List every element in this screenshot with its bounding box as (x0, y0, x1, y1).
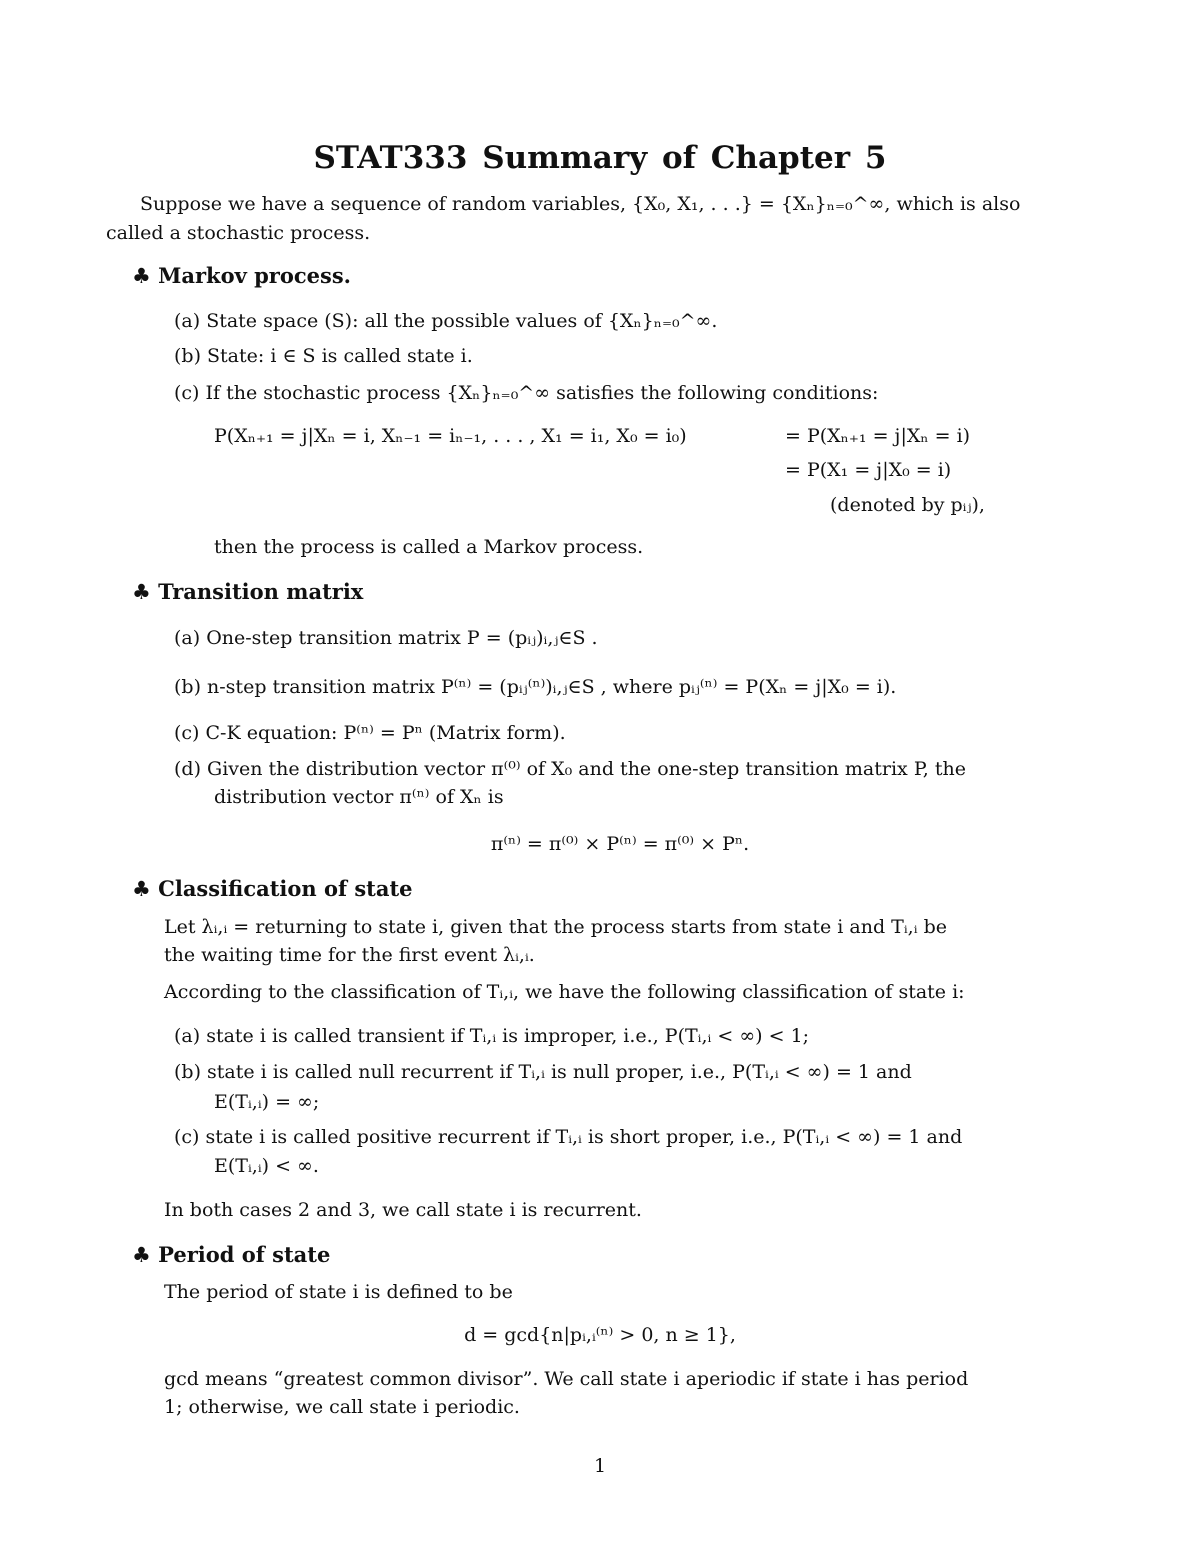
section-heading-period: ♣ Period of state (132, 1242, 331, 1267)
classification-para-3: In both cases 2 and 3, we call state i is recurrent. (164, 1199, 642, 1221)
markov-conclusion: then the process is called a Markov process. (214, 536, 644, 558)
transition-item-d-line-2: distribution vector π⁽ⁿ⁾ of Xₙ is (214, 786, 504, 808)
transition-item-c: (c) C-K equation: P⁽ⁿ⁾ = Pⁿ (Matrix form). (174, 722, 566, 744)
period-equation: d = gcd{n|pᵢ,ᵢ⁽ⁿ⁾ > 0, n ≥ 1}, (464, 1324, 736, 1346)
markov-equation-note: (denoted by pᵢⱼ), (830, 494, 985, 516)
intro-line-1: Suppose we have a sequence of random variables, {X₀, X₁, . . .} = {Xₙ}ₙ₌₀^∞, which is also (140, 193, 1021, 215)
classification-item-b-line-2: E(Tᵢ,ᵢ) = ∞; (214, 1091, 320, 1113)
markov-equation-lhs: P(Xₙ₊₁ = j|Xₙ = i, Xₙ₋₁ = iₙ₋₁, . . . , X₁ = i₁, X₀ = i₀) (214, 425, 687, 447)
period-para-2-line-1: gcd means “greatest common divisor”. We call state i aperiodic if state i has period (164, 1368, 969, 1390)
classification-item-b-line-1: (b) state i is called null recurrent if Tᵢ,ᵢ is null proper, i.e., P(Tᵢ,ᵢ < ∞) = 1 and (174, 1061, 912, 1083)
period-para-1: The period of state i is defined to be (164, 1281, 513, 1303)
intro-line-2: called a stochastic process. (106, 222, 371, 244)
period-para-2-line-2: 1; otherwise, we call state i periodic. (164, 1396, 520, 1418)
section-heading-transition-matrix: ♣ Transition matrix (132, 579, 364, 604)
transition-item-a: (a) One-step transition matrix P = (pᵢⱼ)ᵢ,ⱼ∈S . (174, 627, 598, 649)
markov-item-b: (b) State: i ∈ S is called state i. (174, 345, 473, 367)
markov-item-c: (c) If the stochastic process {Xₙ}ₙ₌₀^∞ satisfies the following conditions: (174, 382, 879, 404)
classification-item-c-line-1: (c) state i is called positive recurrent if Tᵢ,ᵢ is short proper, i.e., P(Tᵢ,ᵢ < ∞) = 1 and (174, 1126, 963, 1148)
page-number: 1 (593, 1455, 607, 1477)
markov-equation-rhs-1: = P(Xₙ₊₁ = j|Xₙ = i) (785, 425, 971, 447)
markov-item-a: (a) State space (S): all the possible values of {Xₙ}ₙ₌₀^∞. (174, 310, 718, 332)
classification-para-1-line-1: Let λᵢ,ᵢ = returning to state i, given that the process starts from state i and Tᵢ,ᵢ be (164, 916, 947, 938)
transition-item-b: (b) n-step transition matrix P⁽ⁿ⁾ = (pᵢⱼ⁽ⁿ⁾)ᵢ,ⱼ∈S , where pᵢⱼ⁽ⁿ⁾ = P(Xₙ = j|X₀ = i). (174, 676, 897, 698)
distribution-equation: π⁽ⁿ⁾ = π⁽⁰⁾ × P⁽ⁿ⁾ = π⁽⁰⁾ × Pⁿ. (490, 833, 750, 855)
page-title: STAT333 Summary of Chapter 5 (313, 140, 887, 176)
transition-item-d-line-1: (d) Given the distribution vector π⁽⁰⁾ of X₀ and the one-step transition matrix P, the (174, 758, 966, 780)
classification-para-2: According to the classification of Tᵢ,ᵢ, we have the following classification of state i: (164, 981, 965, 1003)
classification-item-c-line-2: E(Tᵢ,ᵢ) < ∞. (214, 1155, 319, 1177)
markov-equation-rhs-2: = P(X₁ = j|X₀ = i) (785, 459, 952, 481)
classification-para-1-line-2: the waiting time for the first event λᵢ,ᵢ. (164, 944, 535, 966)
section-heading-markov-process: ♣ Markov process. (132, 263, 351, 288)
classification-item-a: (a) state i is called transient if Tᵢ,ᵢ is improper, i.e., P(Tᵢ,ᵢ < ∞) < 1; (174, 1025, 810, 1047)
section-heading-classification: ♣ Classification of state (132, 876, 413, 901)
